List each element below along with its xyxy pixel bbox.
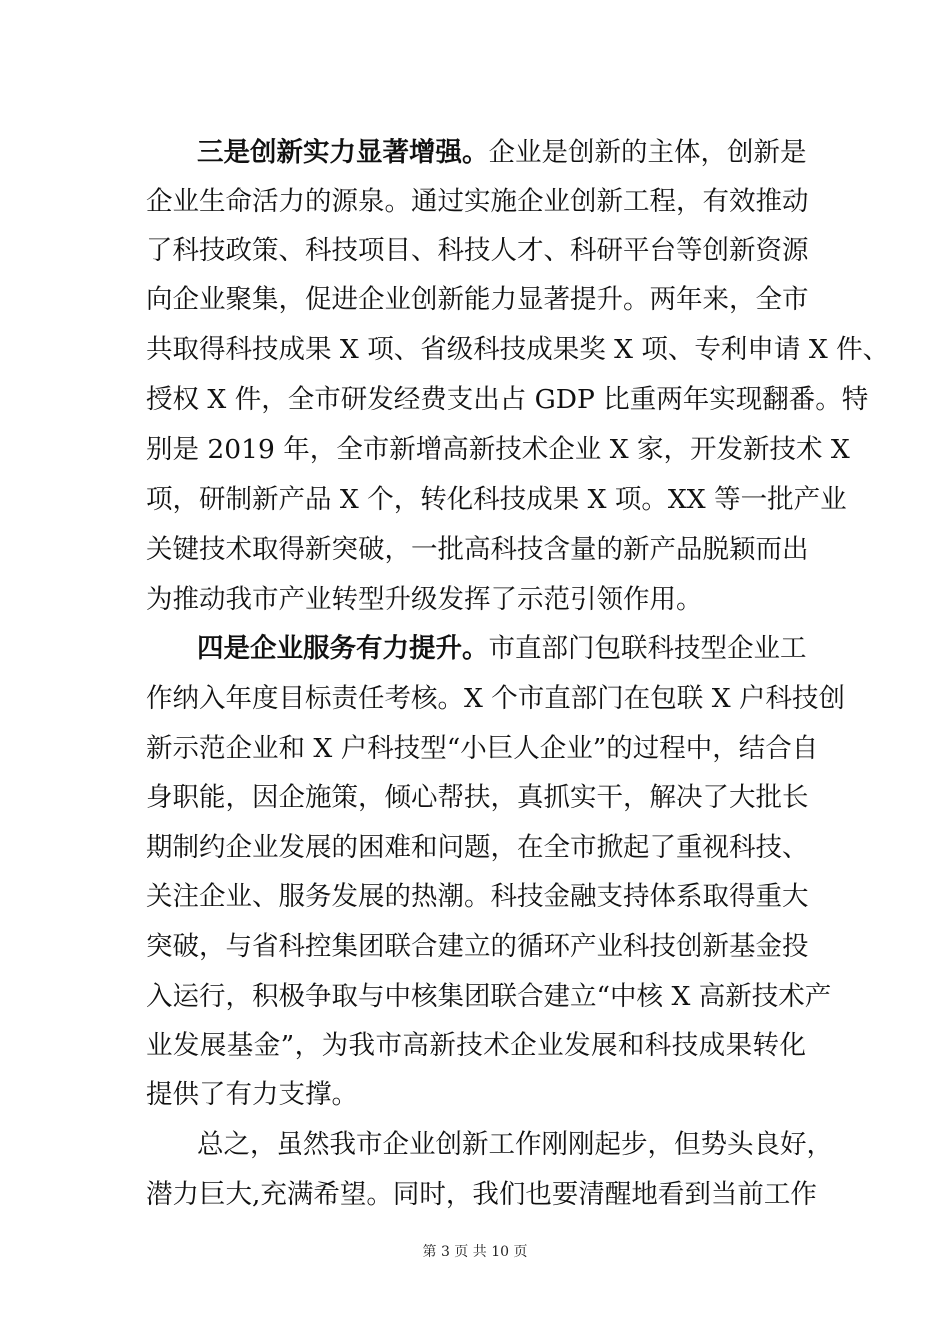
paragraph-1-line-1-text: 企业是创新的主体，创新是 xyxy=(488,137,807,168)
paragraph-3-line-1: 总之，虽然我市企业创新工作刚刚起步，但势头良好， xyxy=(197,1129,833,1160)
paragraph-2-line-2: 作纳入年度目标责任考核。X 个市直部门在包联 X 户科技创 xyxy=(146,683,846,714)
paragraph-2-line-3: 新示范企业和 X 户科技型“小巨人企业”的过程中，结合自 xyxy=(146,733,819,764)
paragraph-1-line-2: 企业生命活力的源泉。通过实施企业创新工程，有效推动 xyxy=(146,186,809,217)
paragraph-1-line-3: 了科技政策、科技项目、科技人才、科研平台等创新资源 xyxy=(146,235,809,266)
paragraph-1-line-7: 别是 2019 年，全市新增高新技术企业 X 家，开发新技术 X xyxy=(146,434,850,465)
paragraph-1-line-10: 为推动我市产业转型升级发挥了示范引领作用。 xyxy=(146,584,703,615)
paragraph-2-line-1-text: 市直部门包联科技型企业工 xyxy=(488,633,807,664)
paragraph-2-line-8: 入运行，积极争取与中核集团联合建立“中核 X 高新技术产 xyxy=(146,981,832,1012)
page-number-footer: 第 3 页 共 10 页 xyxy=(422,1244,528,1260)
paragraph-2-line-10: 提供了有力支撑。 xyxy=(146,1079,358,1110)
paragraph-2-line-4: 身职能，因企施策，倾心帮扶，真抓实干，解决了大批长 xyxy=(146,782,809,813)
paragraph-1-line-6: 授权 X 件，全市研发经费支出占 GDP 比重两年实现翻番。特 xyxy=(146,384,869,415)
paragraph-1-line-8: 项，研制新产品 X 个，转化科技成果 X 项。XX 等一批产业 xyxy=(146,484,847,515)
paragraph-2-line-1 xyxy=(197,629,806,669)
paragraph-2-lead: 四是企业服务有力提升。 xyxy=(197,633,489,664)
paragraph-1-line-1 xyxy=(197,133,806,173)
paragraph-1-line-4: 向企业聚集，促进企业创新能力显著提升。两年来，全市 xyxy=(146,284,809,315)
paragraph-2-line-6: 关注企业、服务发展的热潮。科技金融支持体系取得重大 xyxy=(146,881,809,912)
paragraph-3-line-2: 潜力巨大,充满希望。同时，我们也要清醒地看到当前工作 xyxy=(146,1179,817,1210)
paragraph-2-line-5: 期制约企业发展的困难和问题，在全市掀起了重视科技、 xyxy=(146,832,809,863)
paragraph-2-line-9: 业发展基金”，为我市高新技术企业发展和科技成果转化 xyxy=(146,1030,806,1061)
paragraph-1-line-5: 共取得科技成果 X 项、省级科技成果奖 X 项、专利申请 X 件、 xyxy=(146,334,890,365)
paragraph-1-lead: 三是创新实力显著增强。 xyxy=(197,137,489,168)
paragraph-2-line-7: 突破，与省科控集团联合建立的循环产业科技创新基金投 xyxy=(146,931,809,962)
paragraph-1-line-9: 关键技术取得新突破，一批高科技含量的新产品脱颖而出 xyxy=(146,534,809,565)
